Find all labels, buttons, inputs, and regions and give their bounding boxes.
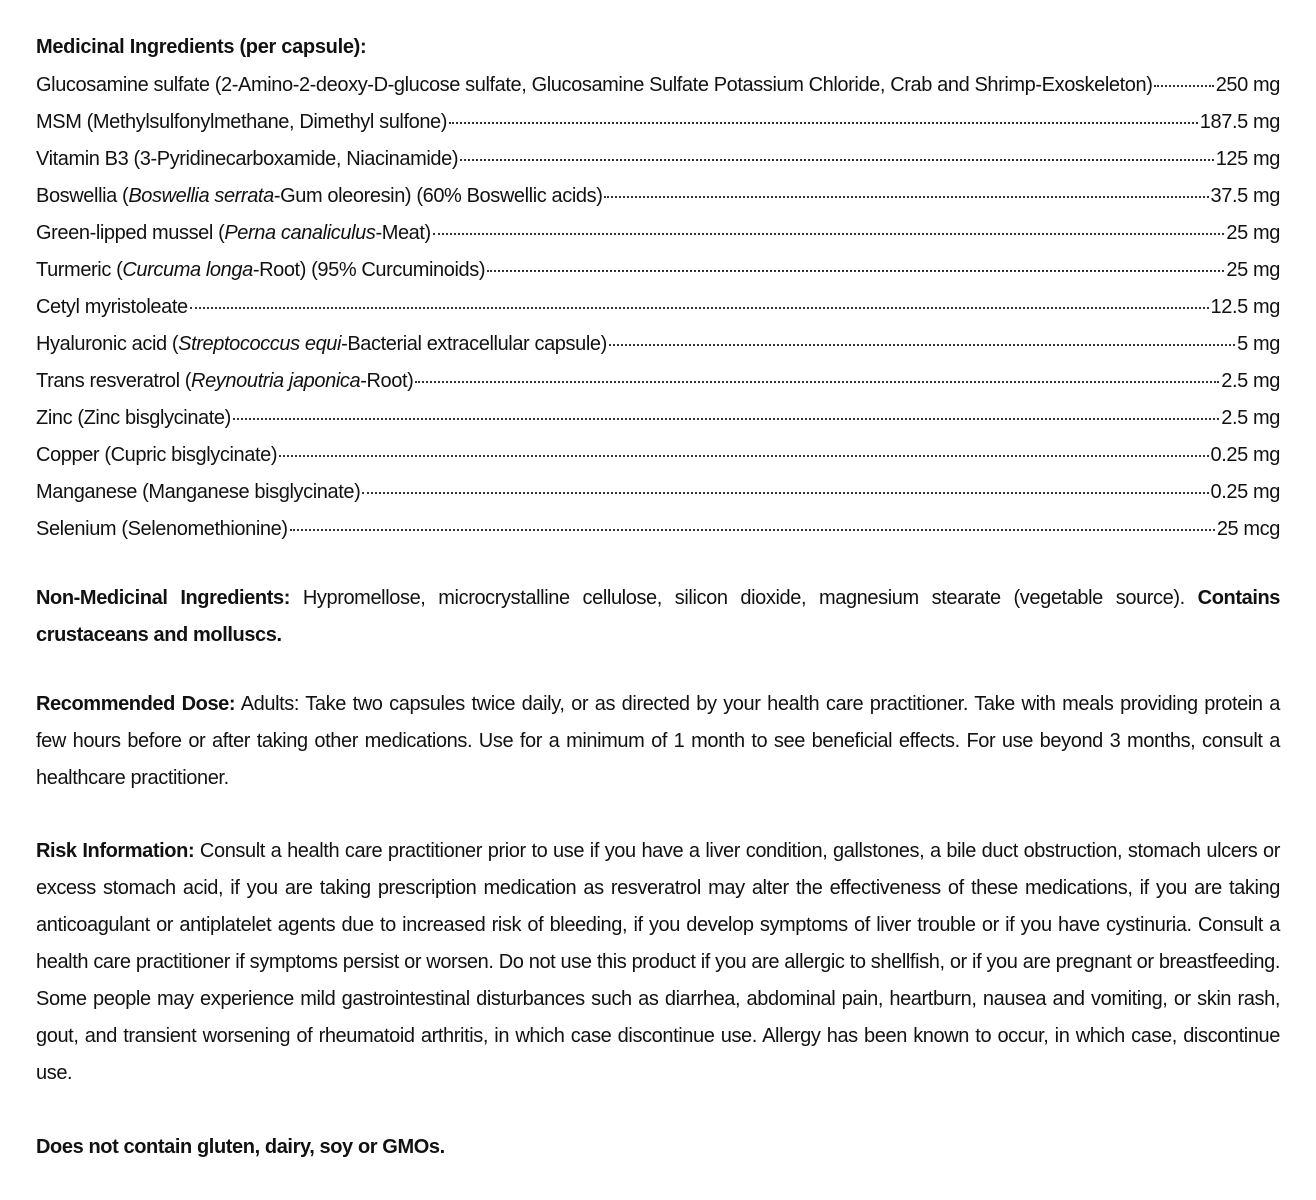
ingredient-name [36,252,485,289]
ingredient-amount: 25 mcg [1216,518,1280,540]
dot-leader [487,270,1224,272]
medicinal-ingredients-list [36,67,1280,548]
ingredient-name-text: Green-lipped mussel ( [36,222,225,244]
ingredient-amount: 187.5 mg [1199,111,1280,133]
ingredient-row [36,437,1280,474]
free-from-statement: Does not contain gluten, dairy, soy or GMOs. [36,1136,445,1158]
ingredient-amount: 250 mg [1215,74,1280,96]
ingredient-name-text: Boswellia ( [36,185,129,207]
ingredient-name [36,104,447,141]
ingredient-name [36,437,277,474]
ingredient-amount: 25 mg [1226,259,1280,281]
recommended-dose-text: Adults: Take two capsules twice daily, or as directed by your health care practitioner. Take with meals providing protein a few hours before or after taking other medications. Use for a minimum of 1 month to see beneficial effects. For use beyond 3 months, consult a healthcare practitioner. [36,693,1280,789]
ingredient-row [36,67,1280,104]
ingredient-row [36,326,1280,363]
ingredient-amount: 0.25 mg [1210,444,1280,466]
ingredient-name-suffix: -Bacterial extracellular capsule) [341,333,607,355]
dot-leader [604,196,1208,198]
ingredient-latin-name: Boswellia serrata [128,185,274,207]
non-medicinal-label: Non-Medicinal Ingredients: [36,587,290,609]
non-medicinal-text: Hypromellose, microcrystalline cellulose, silicon dioxide, magnesium stearate (vegetable source). [289,587,1198,609]
ingredient-amount: 5 mg [1237,333,1280,355]
ingredient-amount: 25 mg [1226,222,1280,244]
ingredient-name-text: Hyaluronic acid ( [36,333,179,355]
ingredient-name-suffix: -Meat) [375,222,431,244]
dot-leader [190,307,1209,309]
dot-leader [460,159,1214,161]
ingredient-amount: 37.5 mg [1210,185,1280,207]
ingredient-row [36,215,1280,252]
ingredient-latin-name: Perna canaliculus [224,222,376,244]
ingredient-row [36,252,1280,289]
ingredient-amount: 2.5 mg [1221,407,1280,429]
dot-leader [449,122,1198,124]
ingredient-row [36,511,1280,548]
ingredient-name [36,289,188,326]
risk-information-paragraph [36,833,1280,1092]
ingredient-name [36,474,360,511]
ingredient-name-suffix: -Root) [360,370,414,392]
ingredient-row [36,141,1280,178]
ingredient-amount: 12.5 mg [1210,296,1280,318]
medicinal-ingredients-title: Medicinal Ingredients (per capsule): [36,36,367,58]
ingredient-name-text: Glucosamine sulfate (2-Amino-2-deoxy-D-glucose sulfate, Glucosamine Sulfate Potassium Chloride, Crab and Shrimp-Exoskeleton) [36,74,1153,96]
recommended-dose-paragraph [36,686,1280,797]
ingredient-name-text: Selenium (Selenomethionine) [36,518,288,540]
ingredient-name [36,511,288,548]
ingredient-name-text: Manganese (Manganese bisglycinate) [36,481,361,503]
ingredient-name [36,215,431,252]
ingredient-row [36,363,1280,400]
recommended-dose-label: Recommended Dose: [36,693,236,715]
ingredient-name-suffix: -Gum oleoresin) (60% Boswellic acids) [273,185,603,207]
ingredient-name [36,326,607,363]
dot-leader [233,418,1219,420]
ingredient-name [36,400,231,437]
ingredient-name [36,178,602,215]
dot-leader [433,233,1225,235]
dot-leader [415,381,1219,383]
ingredient-amount: 2.5 mg [1221,370,1280,392]
ingredient-latin-name: Streptococcus equi [178,333,342,355]
ingredient-name-text: Trans resveratrol ( [36,370,192,392]
ingredient-name-text: Copper (Cupric bisglycinate) [36,444,278,466]
ingredient-name-text: Cetyl myristoleate [36,296,188,318]
ingredient-name [36,141,458,178]
ingredient-latin-name: Reynoutria japonica [191,370,361,392]
risk-information-text: Consult a health care practitioner prior to use if you have a liver condition, gallstones, a bile duct obstruction, stomach ulcers or excess stomach acid, if you are taking prescription medication as resveratrol may alter the effectiveness of these medications, if you are taking anticoagulant or antiplatelet agents due to increased risk of bleeding, if you develop symptoms of liver trouble or if you have cystinuria. Consult a health care practitioner if symptoms persist or worsen. Do not use this product if you are allergic to shellfish, or if you are pregnant or breastfeeding. Some people may experience mild gastrointestinal disturbances such as diarrhea, abdominal pain, heartburn, nausea and vomiting, or skin rash, gout, and transient worsening of rheumatoid arthritis, in which case discontinue use. Allergy has been known to occur, in which case, discontinue use. [36,840,1280,1084]
ingredient-name-text: Vitamin B3 (3-Pyridinecarboxamide, Niacinamide) [36,148,459,170]
ingredient-row [36,474,1280,511]
ingredient-name [36,67,1152,104]
dot-leader [1154,85,1213,87]
ingredient-latin-name: Curcuma longa [122,259,253,281]
ingredient-row [36,104,1280,141]
ingredient-name-text: Zinc (Zinc bisglycinate) [36,407,231,429]
ingredient-row [36,289,1280,326]
ingredient-name-suffix: -Root) (95% Curcuminoids) [252,259,486,281]
ingredient-amount: 0.25 mg [1210,481,1280,503]
dot-leader [279,455,1208,457]
dot-leader [290,529,1215,531]
ingredient-name-text: MSM (Methylsulfonylmethane, Dimethyl sulfone) [36,111,448,133]
ingredient-name-text: Turmeric ( [36,259,123,281]
ingredient-name [36,363,413,400]
ingredient-row [36,400,1280,437]
dot-leader [609,344,1235,346]
ingredient-row [36,178,1280,215]
risk-information-label: Risk Information: [36,840,195,862]
allergen-warning: Contains crustaceans and molluscs. [36,587,1281,646]
ingredient-amount: 125 mg [1215,148,1280,170]
non-medicinal-ingredients-paragraph [36,580,1280,654]
dot-leader [362,492,1208,494]
